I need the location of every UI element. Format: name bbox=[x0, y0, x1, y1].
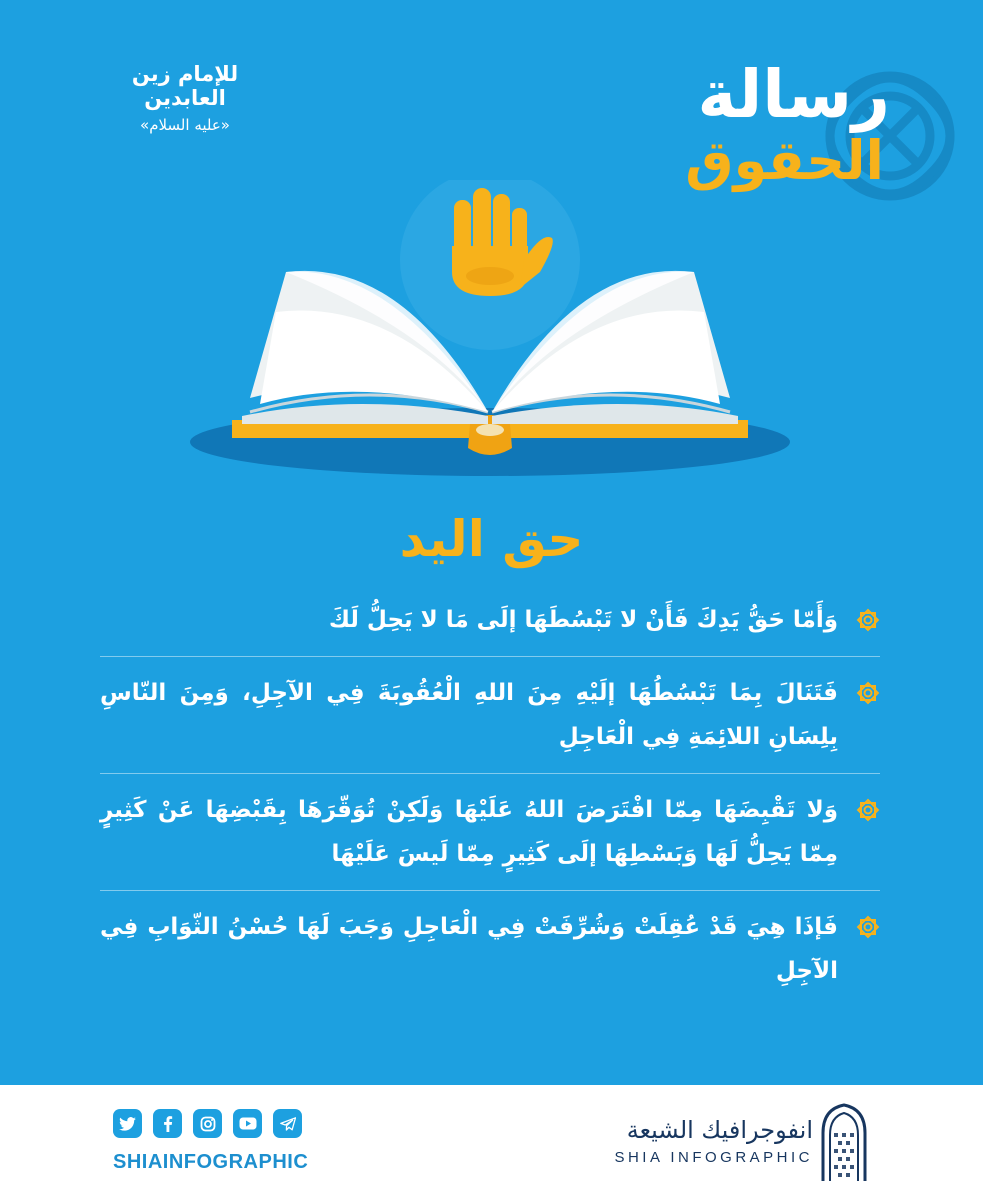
clause-item bbox=[100, 788, 880, 876]
title-line-2: الحقوق bbox=[685, 129, 884, 192]
brand-english: SHIA INFOGRAPHIC bbox=[614, 1149, 813, 1166]
brand-name bbox=[614, 1115, 813, 1166]
star-bullet-icon bbox=[856, 798, 880, 822]
clause-item bbox=[100, 905, 880, 993]
social-links bbox=[113, 1109, 302, 1141]
twitter-icon[interactable] bbox=[113, 1109, 142, 1138]
divider bbox=[100, 656, 880, 657]
title-line-1: رسالة bbox=[697, 56, 890, 133]
clauses-list bbox=[100, 598, 880, 993]
divider bbox=[100, 890, 880, 891]
star-bullet-icon bbox=[856, 915, 880, 939]
instagram-icon[interactable] bbox=[193, 1109, 222, 1138]
star-bullet-icon bbox=[856, 681, 880, 705]
open-book-illustration bbox=[190, 180, 800, 480]
author-caption bbox=[95, 62, 275, 134]
section-title: حق اليد bbox=[399, 510, 584, 568]
main-title bbox=[630, 58, 890, 190]
clause-text: فَإذَا هِيَ قَدْ عُقِلَتْ وَشُرِّفَتْ فِي الْعَاجِلِ وَجَبَ لَهَا حُسْنُ الثّوَابِ فِي الآجِلِ bbox=[100, 914, 838, 984]
divider bbox=[100, 773, 880, 774]
clause-text: وَلا تَقْبِضَهَا مِمّا افْتَرَضَ اللهُ عَلَيْهَا وَلَكِنْ تُوَقّرَهَا بِقَبْضِهَا عَنْ كَثِيرٍ مِمّا يَحِلُّ لَهَا وَبَسْطِهَا إلَى كَثِيرٍ مِمّا لَيسَ عَلَيْهَا bbox=[100, 797, 838, 867]
facebook-icon[interactable] bbox=[153, 1109, 182, 1138]
youtube-icon[interactable] bbox=[233, 1109, 262, 1138]
footer bbox=[0, 1085, 983, 1200]
clause-item bbox=[100, 598, 880, 642]
social-handle[interactable]: SHIAINFOGRAPHIC bbox=[113, 1151, 309, 1173]
author-honorific: «عليه السلام» bbox=[140, 116, 230, 134]
mosque-arch-logo-icon bbox=[819, 1103, 869, 1181]
star-bullet-icon bbox=[856, 608, 880, 632]
brand-arabic: انفوجرافيك الشيعة bbox=[626, 1116, 813, 1144]
clause-item bbox=[100, 671, 880, 759]
telegram-icon[interactable] bbox=[273, 1109, 302, 1138]
clause-text: فَتَنَالَ بِمَا تَبْسُطُهَا إلَيْهِ مِنَ اللهِ الْعُقُوبَةَ فِي الآجِلِ، وَمِنَ النّاسِ بِلِسَانِ اللائِمَةِ فِي الْعَاجِلِ bbox=[100, 680, 838, 750]
clause-text: وَأَمّا حَقُّ يَدِكَ فَأَنْ لا تَبْسُطَهَا إلَى مَا لا يَحِلُّ لَكَ bbox=[328, 607, 838, 633]
author-name: للإمام زين العابدين bbox=[131, 62, 239, 110]
